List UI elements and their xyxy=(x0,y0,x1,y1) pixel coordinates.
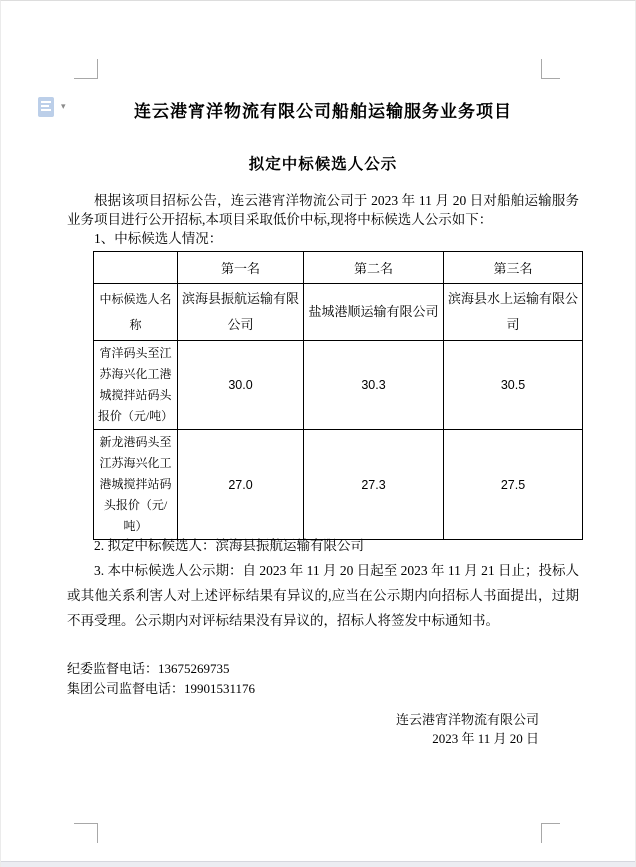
document-title: 连云港宵洋物流有限公司船舶运输服务业务项目 xyxy=(134,102,512,121)
table-header-cell xyxy=(94,252,178,284)
paste-options-button[interactable] xyxy=(38,97,66,117)
table-cell: 30.0 xyxy=(178,341,304,430)
clipboard-paste-icon xyxy=(38,97,54,117)
text-boundary-mark-top-right xyxy=(541,59,560,79)
table-header-cell: 第三名 xyxy=(444,252,583,284)
signature-company: 连云港宵洋物流有限公司 xyxy=(395,712,539,727)
item-2-line: 2. 拟定中标候选人：滨海县振航运输有限公司 xyxy=(94,538,364,553)
text-boundary-mark-bottom-right xyxy=(541,823,560,843)
table-cell: 滨海县振航运输有限公司 xyxy=(178,284,304,341)
candidates-table xyxy=(93,251,583,540)
document-subtitle: 拟定中标候选人公示 xyxy=(248,156,398,173)
table-cell: 30.3 xyxy=(304,341,444,430)
text-boundary-mark-top-left xyxy=(74,59,98,79)
table-row xyxy=(94,430,583,540)
item-3-paragraph: 3. 本中标候选人公示期：自 2023 年 11 月 20 日起至 2023 年 11 月 21 日止；投标人或其他关系利害人对上述评标结果有异议的,应当在公示期内向招标人书面提出，过期不再受理。公示期内对评标结果没有异议的，招标人将签发中标通知书。 xyxy=(67,563,579,628)
table-header-cell: 第一名 xyxy=(178,252,304,284)
item-1-line: 1、中标候选人情况： xyxy=(94,231,223,246)
intro-paragraph: 根据该项目招标公告，连云港宵洋物流公司于 2023 年 11 月 20 日对船舶运输服务业务项目进行公开招标,本项目采取低价中标,现将中标候选人公示如下： xyxy=(67,193,579,227)
page-bottom-edge xyxy=(1,861,635,867)
signature-block xyxy=(139,710,539,748)
row-label-cell: 新龙港码头至江苏海兴化工港城搅拌站码头报价（元/吨） xyxy=(94,430,178,540)
table-header-cell: 第二名 xyxy=(304,252,444,284)
discipline-phone-line: 纪委监督电话：13675269735 xyxy=(67,661,230,676)
intro-block xyxy=(67,191,579,248)
table-cell: 盐城港顺运输有限公司 xyxy=(304,284,444,341)
table-cell: 27.3 xyxy=(304,430,444,540)
table-cell: 27.5 xyxy=(444,430,583,540)
table-row xyxy=(94,341,583,430)
table-row xyxy=(94,284,583,341)
table-cell: 27.0 xyxy=(178,430,304,540)
table-cell: 30.5 xyxy=(444,341,583,430)
chevron-down-icon[interactable]: ▾ xyxy=(61,102,66,112)
row-label-cell: 宵洋码头至江苏海兴化工港城搅拌站码头报价（元/吨） xyxy=(94,341,178,430)
signature-date: 2023 年 11 月 20 日 xyxy=(432,731,539,746)
table-cell: 滨海县水上运输有限公司 xyxy=(444,284,583,341)
group-phone-line: 集团公司监督电话：19901531176 xyxy=(67,681,256,696)
table-header-row xyxy=(94,252,583,284)
text-boundary-mark-bottom-left xyxy=(74,823,98,843)
supervision-phones xyxy=(67,659,467,699)
row-label-cell: 中标候选人名称 xyxy=(94,284,178,341)
